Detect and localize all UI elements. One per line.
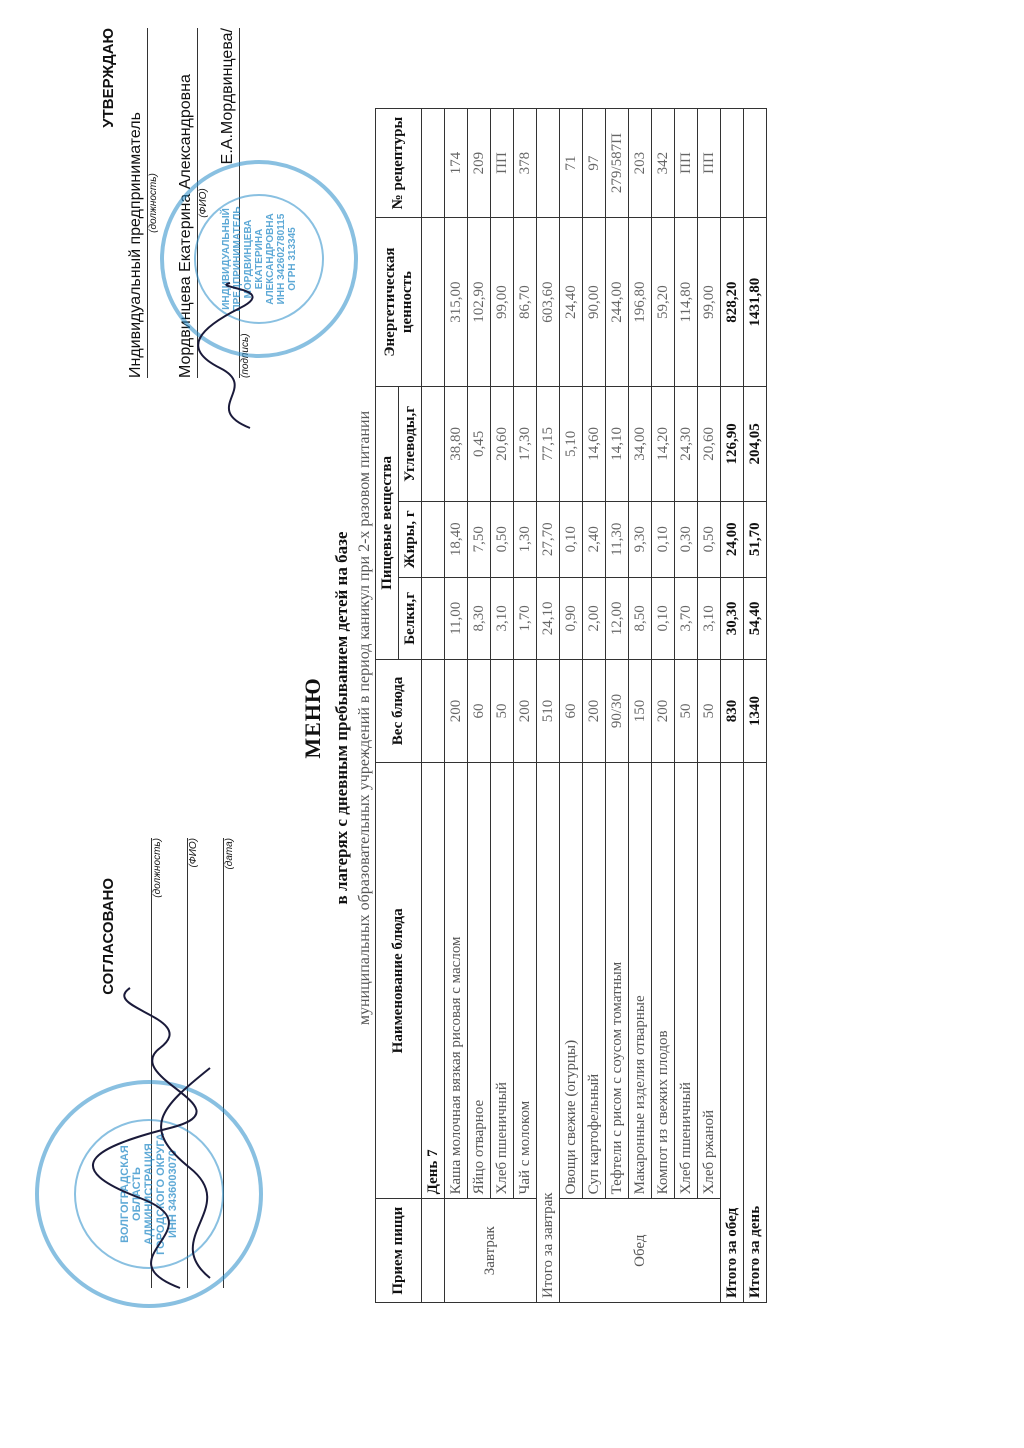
header-carbs: Углеводы,г [399, 387, 422, 501]
approve-signature-caption: (подпись) [240, 333, 251, 378]
dish-weight: 60 [468, 659, 491, 763]
dish-weight: 60 [560, 659, 583, 763]
dish-protein: 11,00 [445, 577, 468, 659]
agree-signature [60, 978, 260, 1298]
dish-weight: 90/30 [606, 659, 629, 763]
total-carbs: 126,90 [721, 387, 744, 501]
header-energy: Энергетическая ценность [376, 218, 422, 387]
menu-subtitle: в лагерях с дневным пребыванием детей на базе [332, 531, 351, 905]
dish-name: Овощи свежие (огурцы) [560, 763, 583, 1199]
dish-recipe: 97 [583, 109, 606, 218]
dish-protein: 3,10 [491, 577, 514, 659]
dish-name: Хлеб пшеничный [675, 763, 698, 1199]
dish-carbs: 20,60 [698, 387, 721, 501]
day-total-row [744, 109, 767, 1303]
total-energy: 1431,80 [744, 218, 767, 387]
dish-fat: 2,40 [583, 501, 606, 577]
dish-energy: 90,00 [583, 218, 606, 387]
menu-table [375, 108, 767, 1303]
dish-weight: 200 [652, 659, 675, 763]
total-label: Итого за обед [721, 763, 744, 1303]
breakfast-total-row [537, 109, 560, 1303]
total-carbs: 77,15 [537, 387, 560, 501]
dish-recipe: 203 [629, 109, 652, 218]
table-row [583, 109, 606, 1303]
approve-stamp-text: ИНДИВИДУАЛЬНЫЙ ПРЕДПРИНИМАТЕЛЬ МОРДВИНЦЕВА ЕКАТЕРИНА АЛЕКСАНДРОВНА ИНН 342602780115 ОГРН 313345 [194, 194, 324, 324]
dish-name: Суп картофельный [583, 763, 606, 1199]
table-row [468, 109, 491, 1303]
dish-energy: 102,90 [468, 218, 491, 387]
header-fat: Жиры, г [399, 501, 422, 577]
day-label: День 7 [422, 763, 445, 1199]
total-weight: 1340 [744, 659, 767, 763]
agree-date-caption: (дата) [224, 838, 235, 870]
dish-carbs: 38,80 [445, 387, 468, 501]
dish-recipe: 209 [468, 109, 491, 218]
dish-fat: 0,30 [675, 501, 698, 577]
dish-name: Тефтели с рисом с соусом томатным [606, 763, 629, 1199]
dish-recipe: 279/587П [606, 109, 629, 218]
dish-weight: 50 [491, 659, 514, 763]
approve-position-caption: (должность) [148, 173, 159, 233]
total-protein: 24,10 [537, 577, 560, 659]
dish-name: Макаронные изделия отварные [629, 763, 652, 1199]
table-row [652, 109, 675, 1303]
dish-energy: 244,00 [606, 218, 629, 387]
dish-fat: 9,30 [629, 501, 652, 577]
dish-fat: 0,10 [560, 501, 583, 577]
dish-weight: 50 [698, 659, 721, 763]
dish-weight: 150 [629, 659, 652, 763]
total-fat: 51,70 [744, 501, 767, 577]
total-fat: 27,70 [537, 501, 560, 577]
dish-energy: 24,40 [560, 218, 583, 387]
dish-weight: 200 [514, 659, 537, 763]
dish-fat: 0,10 [652, 501, 675, 577]
header-nutrients: Пищевые вещества [376, 387, 399, 660]
dish-fat: 18,40 [445, 501, 468, 577]
approve-signature [190, 278, 270, 438]
dish-carbs: 24,30 [675, 387, 698, 501]
dish-recipe: ПП [491, 109, 514, 218]
dish-name: Хлеб ржаной [698, 763, 721, 1199]
agree-position-caption: (должность) [152, 838, 163, 898]
dish-fat: 11,30 [606, 501, 629, 577]
dish-weight: 50 [675, 659, 698, 763]
total-carbs: 204,05 [744, 387, 767, 501]
menu-subtitle-2: муниципальных образовательных учреждений в период каникул при 2-х разовом питании [356, 410, 373, 1026]
dish-name: Каша молочная вязкая рисовая с маслом [445, 763, 468, 1199]
breakfast-label: Завтрак [445, 1199, 537, 1303]
dish-energy: 59,20 [652, 218, 675, 387]
total-energy: 828,20 [721, 218, 744, 387]
menu-title: МЕНЮ [300, 677, 325, 759]
dish-carbs: 0,45 [468, 387, 491, 501]
dish-carbs: 14,10 [606, 387, 629, 501]
table-row [560, 109, 583, 1303]
agree-stamp-text: ВОЛГОГРАДСКАЯ ОБЛАСТЬ АДМИНИСТРАЦИЯ ГОРОДСКОГО ОКРУГА ИНН 3436003070 [74, 1119, 224, 1269]
approve-position: Индивидуальный предприниматель [127, 28, 148, 378]
total-weight: 510 [537, 659, 560, 763]
total-weight: 830 [721, 659, 744, 763]
lunch-label: Обед [560, 1199, 721, 1303]
dish-recipe: 342 [652, 109, 675, 218]
dish-recipe: 174 [445, 109, 468, 218]
dish-protein: 3,10 [698, 577, 721, 659]
agree-fio-caption: (ФИО) [188, 838, 199, 868]
dish-energy: 315,00 [445, 218, 468, 387]
dish-weight: 200 [583, 659, 606, 763]
dish-recipe: 378 [514, 109, 537, 218]
dish-fat: 0,50 [698, 501, 721, 577]
agree-heading: СОГЛАСОВАНО [100, 878, 117, 995]
table-row [606, 109, 629, 1303]
dish-protein: 12,00 [606, 577, 629, 659]
dish-weight: 200 [445, 659, 468, 763]
table-row [675, 109, 698, 1303]
lunch-total-row [721, 109, 744, 1303]
dish-recipe: ПП [675, 109, 698, 218]
dish-energy: 196,80 [629, 218, 652, 387]
dish-carbs: 20,60 [491, 387, 514, 501]
total-label: Итого за день [744, 763, 767, 1303]
header-protein: Белки,г [399, 577, 422, 659]
approve-fio: Мордвинцева Екатерина Александровна [177, 28, 198, 378]
table-header-row [376, 109, 399, 1303]
dish-protein: 1,70 [514, 577, 537, 659]
dish-protein: 8,50 [629, 577, 652, 659]
table-row [491, 109, 514, 1303]
dish-carbs: 34,00 [629, 387, 652, 501]
table-row [514, 109, 537, 1303]
day-row [422, 109, 445, 1303]
approve-fio-caption: (ФИО) [198, 188, 209, 218]
table-row [629, 109, 652, 1303]
dish-energy: 114,80 [675, 218, 698, 387]
dish-name: Чай с молоком [514, 763, 537, 1199]
dish-fat: 1,30 [514, 501, 537, 577]
total-energy: 603,60 [537, 218, 560, 387]
dish-carbs: 5,10 [560, 387, 583, 501]
dish-carbs: 14,20 [652, 387, 675, 501]
dish-energy: 86,70 [514, 218, 537, 387]
header-dish: Наименование блюда [376, 763, 422, 1199]
total-fat: 24,00 [721, 501, 744, 577]
dish-recipe: 71 [560, 109, 583, 218]
approve-signature-text: Е.А.Мордвинцева/ [219, 28, 240, 378]
dish-fat: 0,50 [491, 501, 514, 577]
dish-carbs: 17,30 [514, 387, 537, 501]
header-weight: Вес блюда [376, 659, 422, 763]
dish-recipe: ПП [698, 109, 721, 218]
title-block [300, 188, 374, 1248]
table-row [698, 109, 721, 1303]
dish-carbs: 14,60 [583, 387, 606, 501]
dish-protein: 0,90 [560, 577, 583, 659]
dish-protein: 3,70 [675, 577, 698, 659]
total-protein: 30,30 [721, 577, 744, 659]
dish-protein: 2,00 [583, 577, 606, 659]
dish-name: Компот из свежих плодов [652, 763, 675, 1199]
table-row [445, 109, 468, 1303]
dish-name: Хлеб пшеничный [491, 763, 514, 1199]
header-recipe: № рецептуры [376, 109, 422, 218]
dish-energy: 99,00 [491, 218, 514, 387]
total-protein: 54,40 [744, 577, 767, 659]
dish-fat: 7,50 [468, 501, 491, 577]
dish-protein: 8,30 [468, 577, 491, 659]
total-label: Итого за завтрак [537, 763, 560, 1303]
header-meal: Прием пищи [376, 1199, 422, 1303]
approve-heading: УТВЕРЖДАЮ [100, 28, 117, 128]
dish-energy: 99,00 [698, 218, 721, 387]
dish-name: Яйцо отварное [468, 763, 491, 1199]
dish-protein: 0,10 [652, 577, 675, 659]
